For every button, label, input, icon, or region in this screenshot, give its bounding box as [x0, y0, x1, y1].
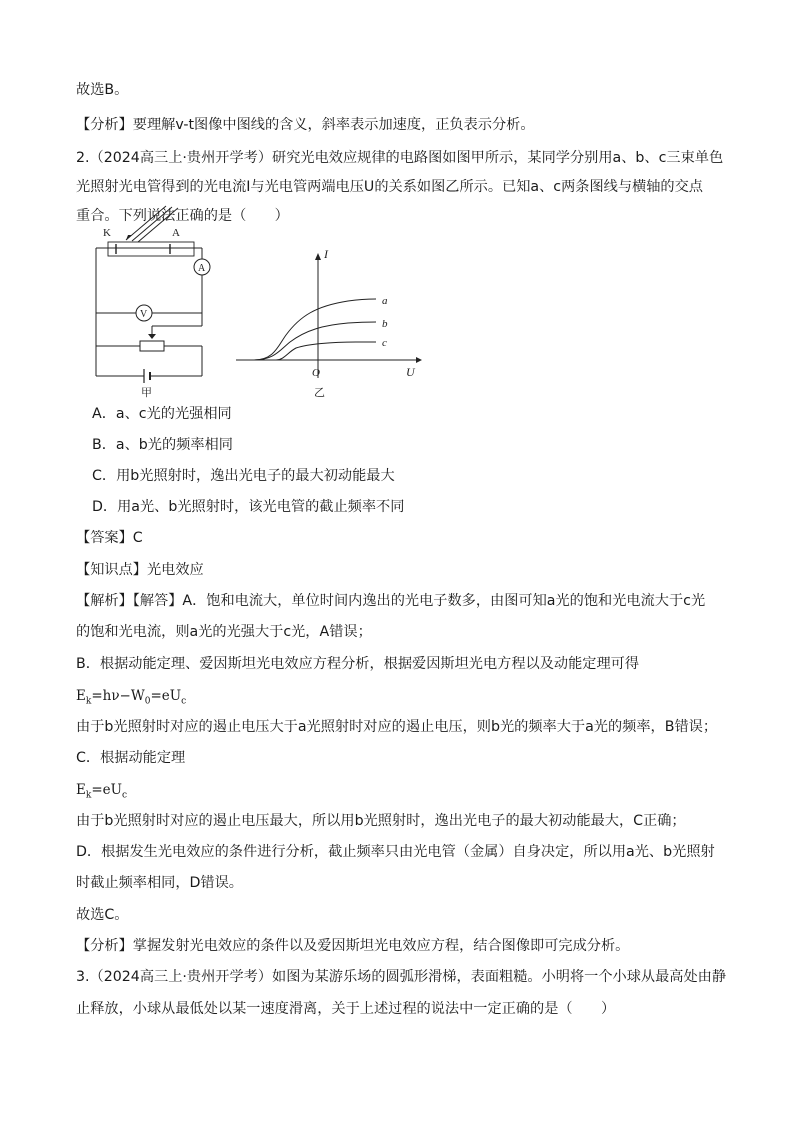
analysis-line: 的饱和光电流，则a光的光强大于c光，A错误；: [76, 624, 372, 640]
analysis-line: C．根据动能定理: [76, 750, 186, 766]
figures: [86, 227, 426, 402]
analysis-line: 故选C。: [76, 907, 129, 923]
question-2-stem: 2.（2024高三上·贵州开学考）研究光电效应规律的电路图如图甲所示，某同学分别用a、b、c三束单色: [76, 150, 724, 166]
origin-label: O: [312, 367, 320, 379]
iu-graph: [236, 247, 422, 399]
answer: 【答案】C: [76, 530, 143, 546]
analysis-line: D．根据发生光电效应的条件进行分析，截止频率只由光电管（金属）自身决定，所以用a光、b光照射: [76, 844, 715, 860]
x-axis-label: U: [406, 365, 415, 379]
analysis-line: 时截止频率相同，D错误。: [76, 875, 243, 891]
voltmeter-label: V: [140, 309, 148, 320]
curve-c-label: c: [382, 337, 387, 349]
figure-caption: 甲: [141, 386, 152, 399]
analysis-line: 【分析】要理解v-t图像中图线的含义，斜率表示加速度，正负表示分析。: [76, 117, 535, 133]
curve-c: [276, 342, 376, 360]
figure-caption: 乙: [314, 386, 325, 399]
curve-b-label: b: [382, 318, 388, 330]
analysis-line: 【解析】【解答】A．饱和电流大，单位时间内逸出的光电子数多，由图可知a光的饱和光电流大于c光: [76, 593, 706, 609]
curve-a-label: a: [382, 295, 388, 307]
analysis-summary: 【分析】掌握发射光电效应的条件以及爱因斯坦光电效应方程，结合图像即可完成分析。: [76, 938, 630, 954]
circuit-diagram: [96, 206, 210, 399]
question-3-stem: 止释放，小球从最低处以某一速度滑离，关于上述过程的说法中一定正确的是（ ）: [76, 1001, 616, 1017]
cathode-label: K: [103, 227, 111, 239]
text-line: 故选B。: [76, 82, 129, 98]
equation-kinetic-energy: $E_k=eU_c$: [76, 782, 128, 801]
analysis-line: B．根据动能定理、爱因斯坦光电效应方程分析，根据爱因斯坦光电方程以及动能定理可得: [76, 656, 640, 672]
question-2-stem: 重合。下列说法正确的是（ ）: [76, 208, 289, 224]
analysis-line: 由于b光照射时对应的遏止电压最大，所以用b光照射时，逸出光电子的最大初动能最大，C正确；: [76, 813, 686, 829]
option-b: B．a、b光的频率相同: [92, 437, 233, 453]
question-2-stem: 光照射光电管得到的光电流I与光电管两端电压U的关系如图乙所示。已知a、c两条图线与横轴的交点: [76, 179, 703, 195]
equation-photoelectric: $E_k=h\nu-W_0=eU_c$: [76, 688, 187, 707]
analysis-line: 由于b光照射时对应的遏止电压大于a光照射时对应的遏止电压，则b光的频率大于a光的频率，B错误；: [76, 719, 718, 735]
knowledge-point: 【知识点】光电效应: [76, 562, 204, 578]
ammeter-label: A: [198, 263, 206, 274]
option-a: A．a、c光的光强相同: [92, 406, 232, 422]
option-d: D．用a光、b光照射时，该光电管的截止频率不同: [92, 499, 405, 515]
anode-label: A: [172, 227, 180, 239]
question-3-stem: 3.（2024高三上·贵州开学考）如图为某游乐场的圆弧形滑梯，表面粗糙。小明将一个小球从最高处由静: [76, 969, 727, 985]
y-axis-label: I: [324, 247, 328, 261]
circuit-and-graph-figure: [86, 227, 426, 399]
option-c: C．用b光照射时，逸出光电子的最大初动能最大: [92, 468, 395, 484]
